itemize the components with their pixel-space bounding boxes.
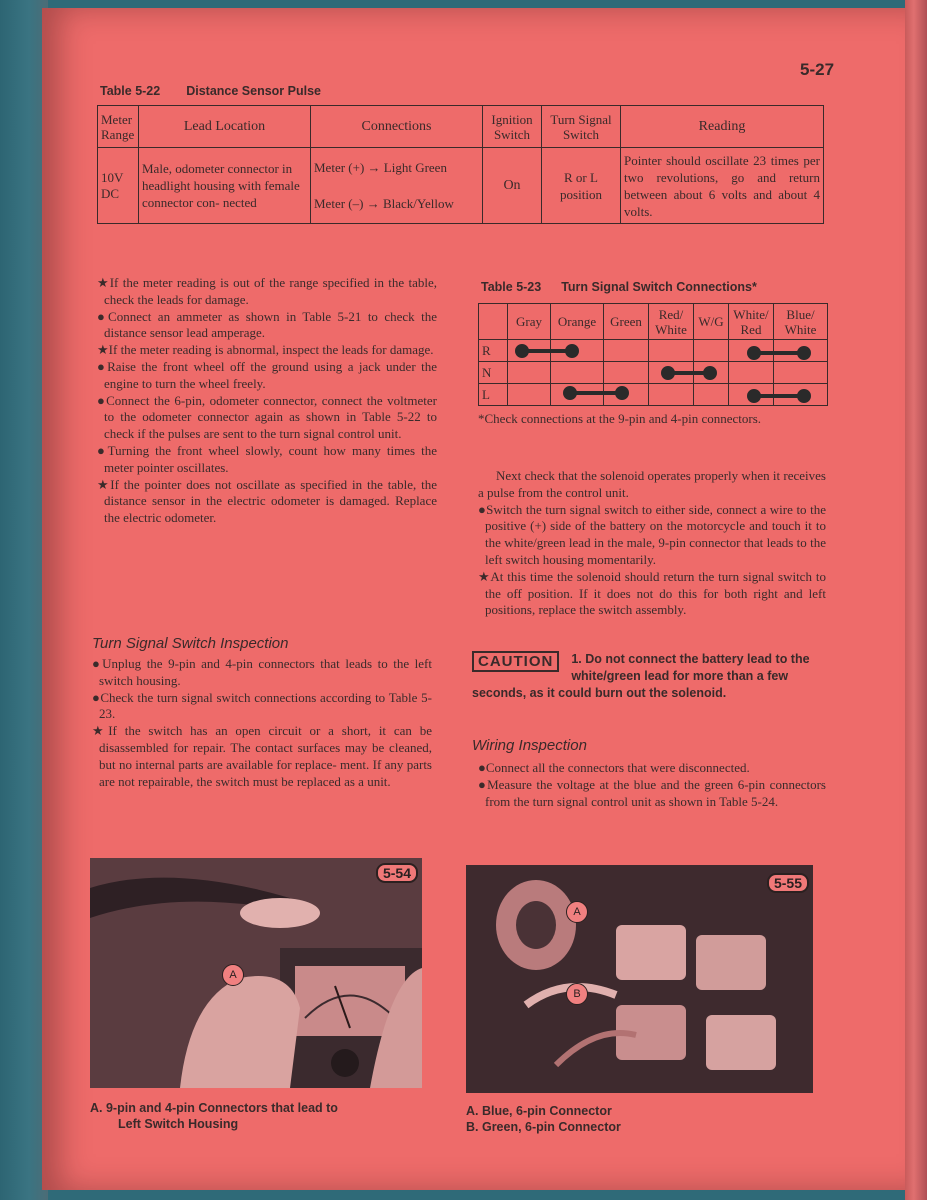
table-cell: Pointer should oscillate 23 times per two revolutions, go and return between about 6 volts and about 4 volts. [621, 148, 824, 224]
paragraph: ●Raise the front wheel off the ground using a jack under the engine to turn the wheel freely. [97, 358, 437, 391]
row-header: L [479, 384, 508, 406]
paragraph: ★If the meter reading is out of the range specified in the table, check the leads for damage. [97, 275, 437, 307]
table-5-22-caption [100, 84, 321, 98]
turn-signal-text [92, 656, 432, 790]
connection-r-whitered-bluewhite [749, 348, 809, 358]
right-column-text [478, 468, 826, 619]
connections-cell [311, 148, 483, 224]
paragraph: ●Unplug the 9-pin and 4-pin connectors that leads to the left switch housing. [92, 656, 432, 688]
connection-n-redwhite-wg [663, 368, 715, 378]
paragraph: ●Check the turn signal switch connections according to Table 5-23. [92, 689, 432, 722]
section-heading-wiring: Wiring Inspection [472, 737, 587, 754]
col-header: Meter Range [98, 106, 139, 148]
table-label: Table 5-23 [481, 280, 542, 294]
paragraph: ●Measure the voltage at the blue and the green 6-pin connectors from the turn signal control unit as shown in Table 5-24. [478, 776, 826, 809]
col-header: W/G [694, 304, 729, 340]
connectors-photo-illustration [466, 865, 813, 1093]
caution-label: CAUTION [472, 651, 559, 672]
caption-line: A. 9-pin and 4-pin Connectors that lead to [90, 1101, 338, 1115]
meter-photo-illustration [90, 858, 422, 1088]
page-edge [905, 0, 927, 1200]
col-header: Ignition Switch [483, 106, 542, 148]
paragraph: Next check that the solenoid operates properly when it receives a pulse from the control unit. [478, 468, 826, 500]
table-cell: R or L position [542, 148, 621, 224]
paragraph: ●Switch the turn signal switch to either side, connect a wire to the positive (+) side of the battery on the motorcycle and touch it to the white/green lead in the male, 9-pin connector that leads to the left switch housing momentarily. [478, 501, 826, 567]
figure-number: 5-54 [376, 863, 418, 883]
table-title: Distance Sensor Pulse [186, 84, 321, 98]
table-label: Table 5-22 [100, 84, 161, 98]
figure-5-54-photo [90, 858, 422, 1088]
paragraph: ●Connect an ammeter as shown in Table 5-21 to check the distance sensor lead amperage. [97, 308, 437, 341]
caution-block [472, 651, 827, 702]
col-header: Lead Location [139, 106, 311, 148]
paragraph: ★If the pointer does not oscillate as specified in the table, the distance sensor in the electric odometer is damaged. Replace the electric odometer. [97, 476, 437, 526]
connection-l-whitered-bluewhite [749, 391, 809, 401]
page-number: 5-27 [800, 60, 835, 79]
wiring-text [478, 760, 826, 810]
paragraph: ★At this time the solenoid should return the turn signal switch to the off position. If it does not do this for both right and left positions, replace the switch assembly. [478, 568, 826, 618]
book-spine [0, 0, 48, 1200]
col-header: Reading [621, 106, 824, 148]
figure-5-55-photo [466, 865, 813, 1093]
caption-line: B. Green, 6-pin Connector [466, 1120, 621, 1134]
table-5-23-caption [481, 280, 757, 294]
connection-lines [478, 303, 830, 409]
table-cell: 10V DC [98, 148, 139, 224]
callout-a: A [222, 964, 244, 986]
col-header: Green [604, 304, 649, 340]
paragraph: ●Connect all the connectors that were disconnected. [478, 760, 750, 775]
col-header: Turn Signal Switch [542, 106, 621, 148]
figure-5-55-caption [466, 1103, 806, 1135]
caption-line: A. Blue, 6-pin Connector [466, 1104, 612, 1118]
caution-text: 1. Do not connect the battery lead to the white/green lead for more than a few seconds, as it could burn out the solenoid. [472, 652, 810, 700]
row-header: N [479, 362, 508, 384]
turn-signal-connections-table [478, 303, 830, 409]
table-cell: Male, odometer connector in headlight housing with female connector con- nected [139, 148, 311, 224]
paragraph: ●Connect the 6-pin, odometer connector, connect the voltmeter to the odometer connector again as shown in Table 5-22 to check if the pulses are sent to the turn signal control unit. [97, 392, 437, 442]
col-header: Blue/ White [774, 304, 828, 340]
col-header: Connections [311, 106, 483, 148]
figure-number: 5-55 [767, 873, 809, 893]
distance-sensor-table [97, 105, 824, 224]
table-cell: Meter (+) → Light Green [314, 159, 447, 175]
callout-a: A [566, 901, 588, 923]
callout-b: B [566, 983, 588, 1005]
caption-line: Left Switch Housing [118, 1117, 239, 1131]
section-heading-turn-signal: Turn Signal Switch Inspection [92, 635, 289, 652]
table-title: Turn Signal Switch Connections* [561, 280, 757, 294]
col-header: Red/ White [649, 304, 694, 340]
paragraph: ★If the switch has an open circuit or a short, it can be disassembled for repair. The contact surfaces may be cleaned, but no internal parts are available for replace- ment. If any parts are not repairable, the switch must be replaced as a unit. [92, 723, 432, 789]
figure-5-54-caption [90, 1100, 430, 1132]
table-cell: Meter (–) → Black/Yellow [314, 195, 454, 211]
col-header: Orange [551, 304, 604, 340]
table-5-23-footnote: *Check connections at the 9-pin and 4-pin connectors. [478, 411, 762, 426]
connection-l-orange-green [565, 388, 627, 398]
connection-r-gray-orange [517, 346, 577, 356]
left-column-text [97, 275, 437, 527]
table-cell: On [483, 148, 542, 224]
paragraph: ●Turning the front wheel slowly, count how many times the meter pointer oscillates. [97, 442, 437, 475]
row-header: R [479, 340, 508, 362]
col-header: Gray [508, 304, 551, 340]
col-header: White/ Red [729, 304, 774, 340]
paragraph: ★If the meter reading is abnormal, inspect the leads for damage. [97, 342, 434, 358]
